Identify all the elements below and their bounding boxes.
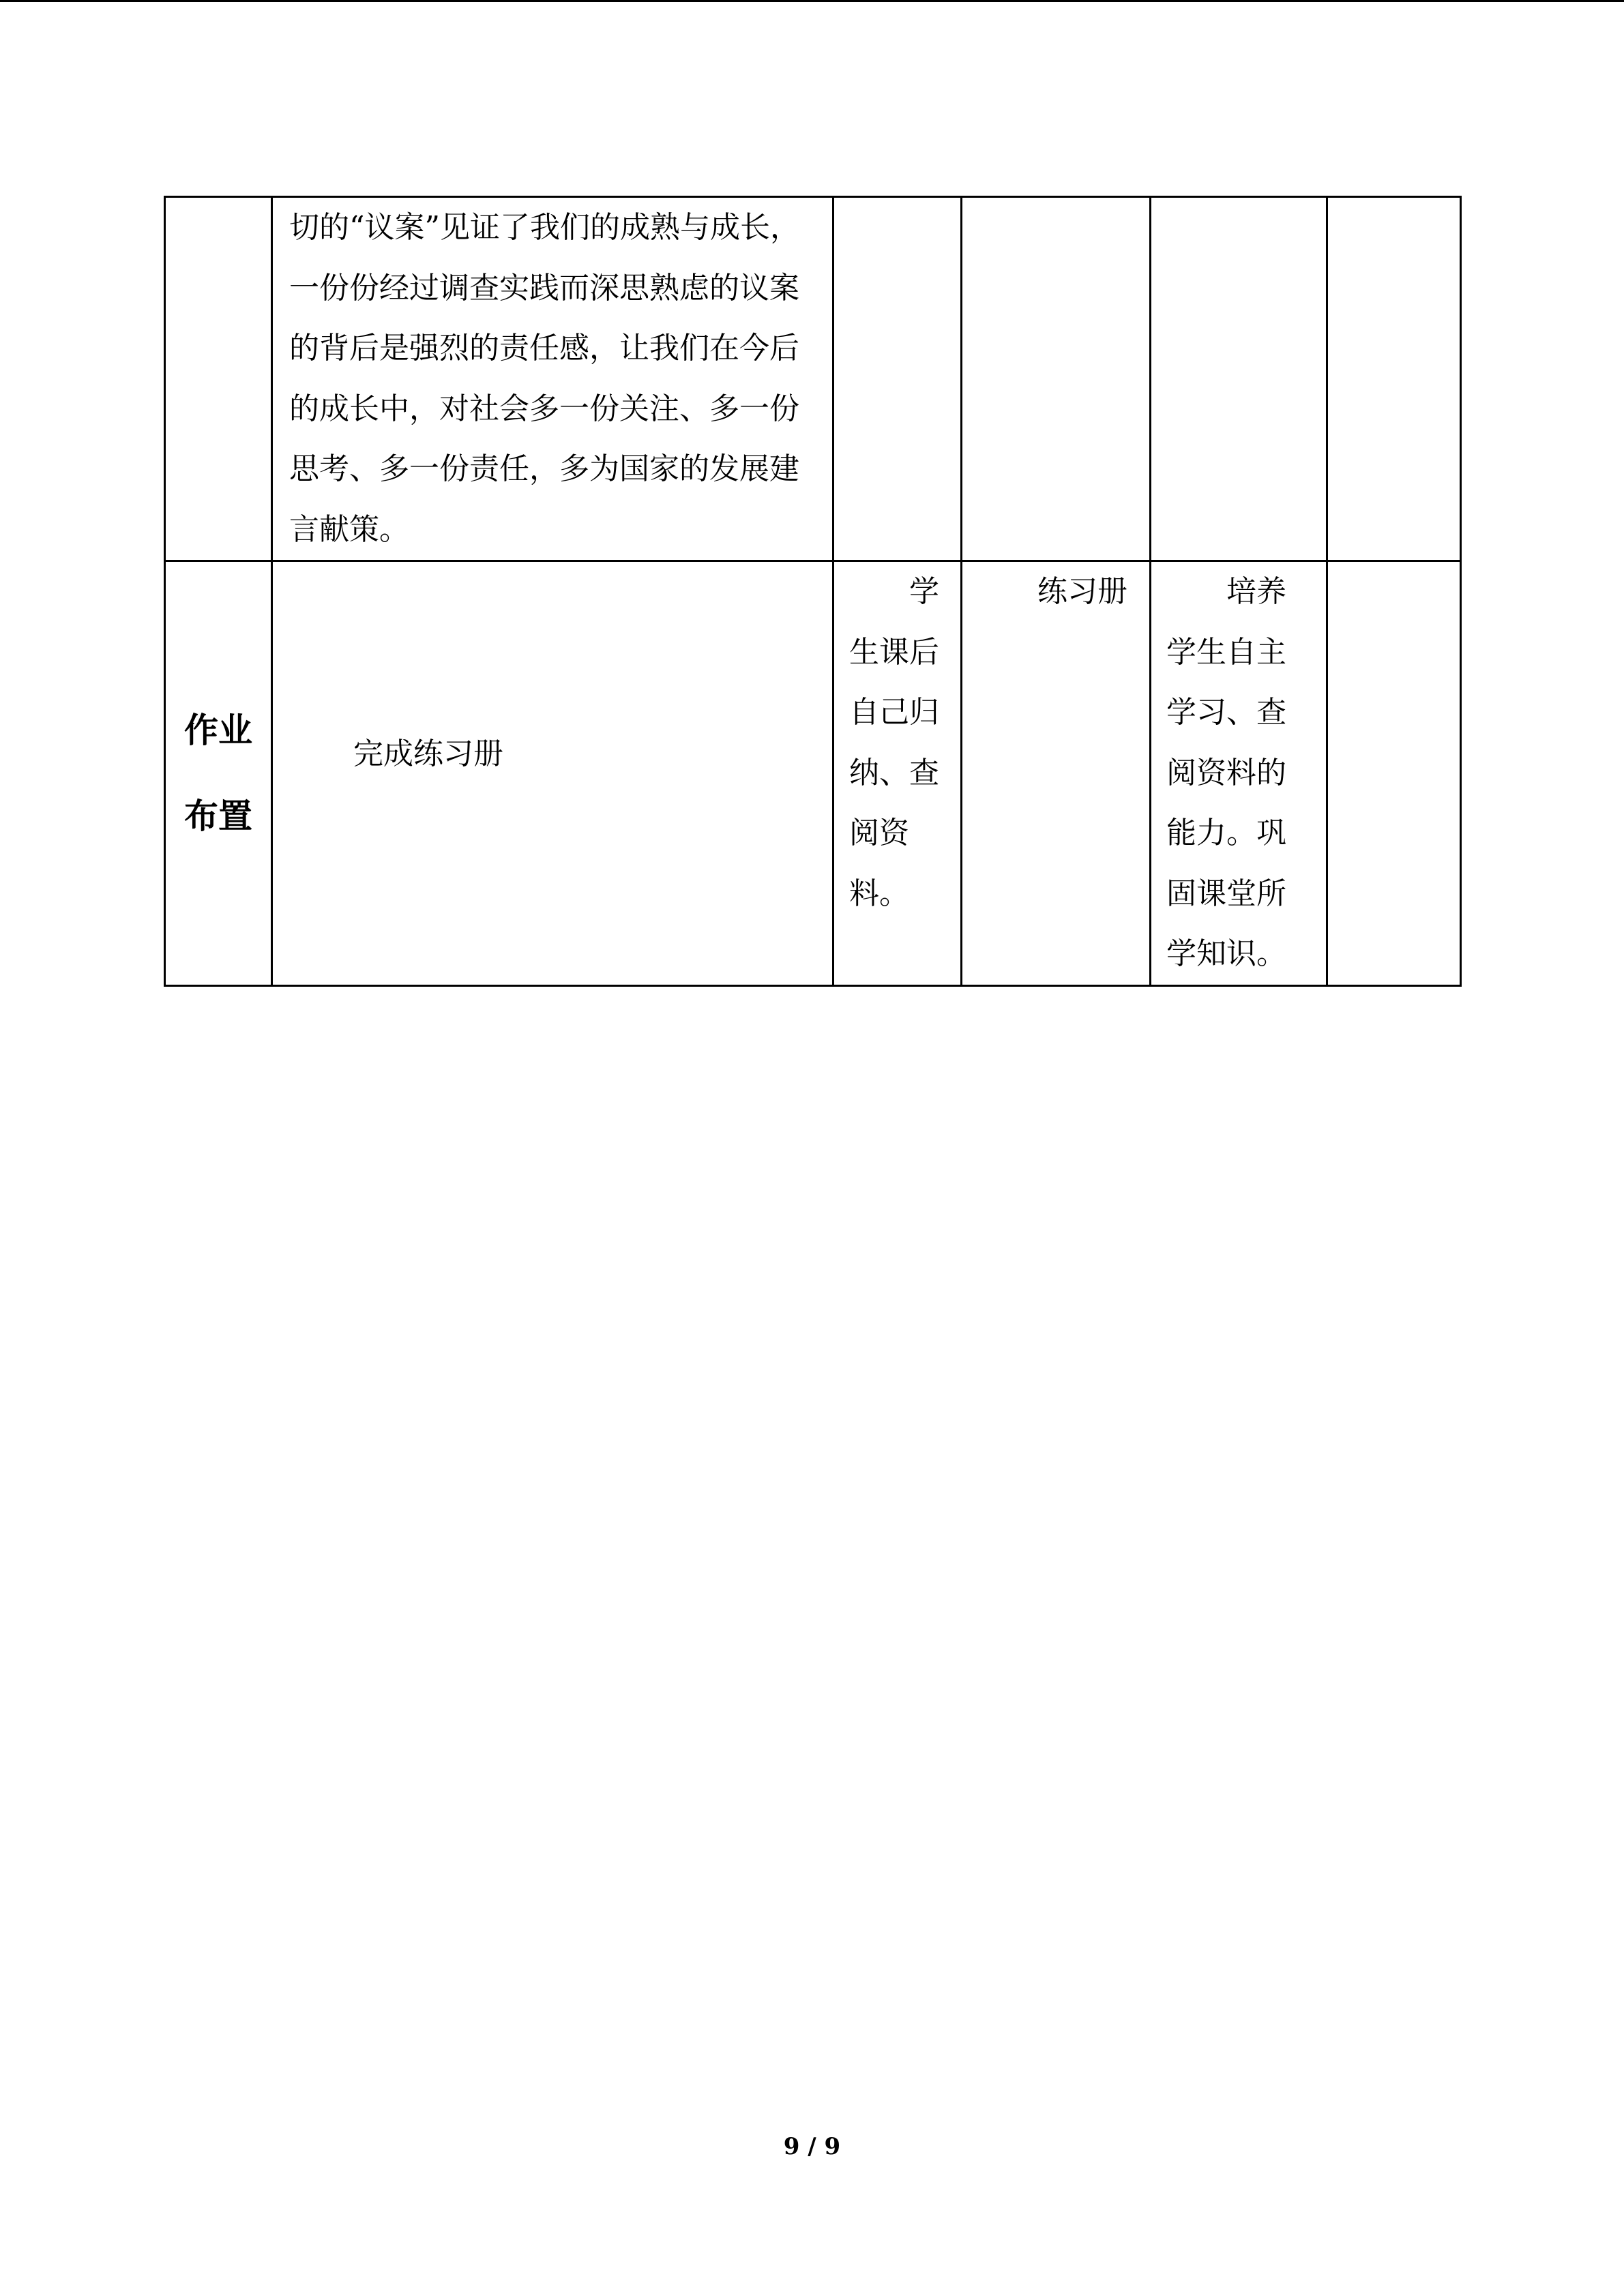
homework-design-intent-text: 培养学生自主学习、查阅资料的能力。巩固课堂所学知识。 xyxy=(1166,574,1286,971)
content-cell xyxy=(272,197,833,561)
table-row-homework xyxy=(165,561,1461,986)
homework-notes-cell xyxy=(1327,561,1461,986)
homework-student-activity-cell xyxy=(833,561,962,986)
homework-resources-text: 练习册 xyxy=(977,574,1127,609)
homework-resources-cell xyxy=(962,561,1151,986)
top-border-line xyxy=(0,0,1624,2)
table-row-continuation xyxy=(165,197,1461,561)
homework-content-text: 完成练习册 xyxy=(353,736,503,771)
lesson-plan-table xyxy=(164,196,1462,987)
page-number: 9 / 9 xyxy=(783,2133,841,2160)
row-label-cell xyxy=(165,197,272,561)
homework-content-cell xyxy=(272,561,833,986)
homework-student-activity-text: 学生课后自己归纳、查阅资料。 xyxy=(849,574,939,911)
notes-cell xyxy=(1327,197,1461,561)
resources-cell xyxy=(962,197,1151,561)
homework-label-cell xyxy=(165,561,272,986)
content-text: 切的“议案”见证了我们的成熟与成长，一份份经过调查实践而深思熟虑的议案的背后是强烈的责任感，让我们在今后的成长中，对社会多一份关注、多一份思考、多一份责任，多为国家的发展建言献策。 xyxy=(289,210,800,547)
homework-design-intent-cell xyxy=(1151,561,1327,986)
homework-label: 作业 布置 xyxy=(184,710,252,836)
student-activity-cell xyxy=(833,197,962,561)
design-intent-cell xyxy=(1151,197,1327,561)
